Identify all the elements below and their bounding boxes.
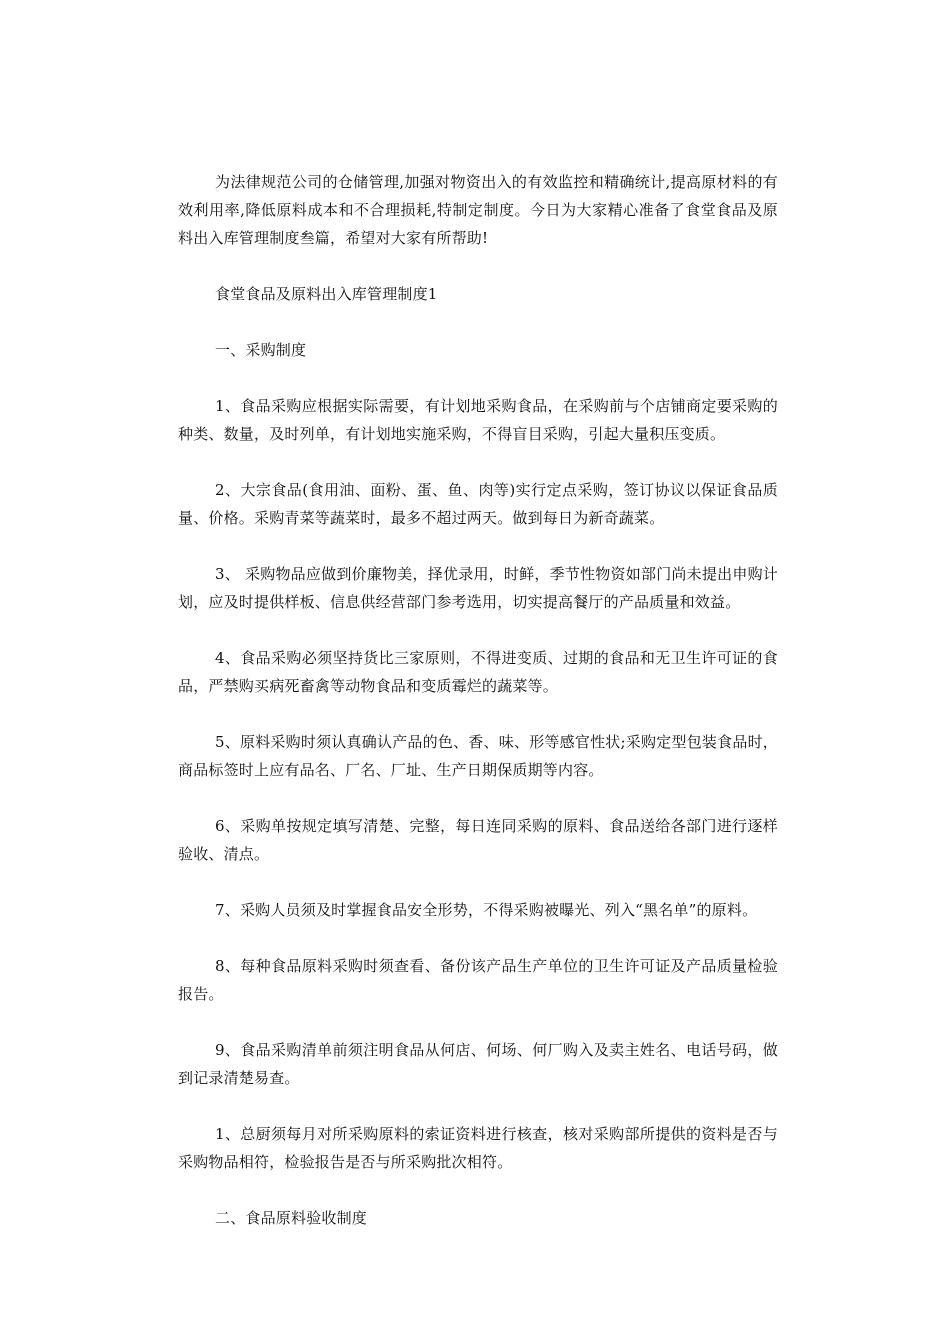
heading-procurement: 一、采购制度 xyxy=(215,341,307,359)
list-item: 5、原料采购时须认真确认产品的色、香、味、形等感官性状;采购定型包装食品时，商品标签时上应有品名、厂名、厂址、生产日期保质期等内容。 xyxy=(178,733,778,779)
list-item: 1、食品采购应根据实际需要，有计划地采购食品，在采购前与个店铺商定要采购的种类、数量，及时列单，有计划地实施采购，不得盲目采购，引起大量积压变质。 xyxy=(178,397,778,443)
document-page xyxy=(178,168,778,1232)
list-item: 6、采购单按规定填写清楚、完整，每日连同采购的原料、食品送给各部门进行逐样验收、清点。 xyxy=(178,817,778,863)
list-item: 2、大宗食品(食用油、面粉、蛋、鱼、肉等)实行定点采购，签订协议以保证食品质量、价格。采购青菜等蔬菜时，最多不超过两天。做到每日为新奇蔬菜。 xyxy=(178,481,778,527)
list-item: 1、总厨须每月对所采购原料的索证资料进行核查，核对采购部所提供的资料是否与采购物品相符，检验报告是否与所采购批次相符。 xyxy=(178,1125,778,1171)
list-item: 3、 采购物品应做到价廉物美，择优录用，时鲜，季节性物资如部门尚未提出申购计划，应及时提供样板、信息供经营部门参考选用，切实提高餐厅的产品质量和效益。 xyxy=(178,565,778,611)
list-item: 4、食品采购必须坚持货比三家原则，不得进变质、过期的食品和无卫生许可证的食品，严禁购买病死畜禽等动物食品和变质霉烂的蔬菜等。 xyxy=(178,649,778,695)
list-item: 9、食品采购清单前须注明食品从何店、何场、何厂购入及卖主姓名、电话号码，做到记录清楚易查。 xyxy=(178,1041,778,1087)
list-item: 7、采购人员须及时掌握食品安全形势，不得采购被曝光、列入“黑名单”的原料。 xyxy=(215,901,758,919)
intro-paragraph: 为法律规范公司的仓储管理,加强对物资出入的有效监控和精确统计,提高原材料的有效利用率,降低原料成本和不合理损耗,特制定制度。今日为大家精心准备了食堂食品及原料出入库管理制度叁篇，希望对大家有所帮助! xyxy=(178,173,778,247)
heading-acceptance: 二、食品原料验收制度 xyxy=(215,1209,368,1227)
section-title: 食堂食品及原料出入库管理制度1 xyxy=(215,285,438,303)
list-item: 8、每种食品原料采购时须查看、备份该产品生产单位的卫生许可证及产品质量检验报告。 xyxy=(178,957,778,1003)
